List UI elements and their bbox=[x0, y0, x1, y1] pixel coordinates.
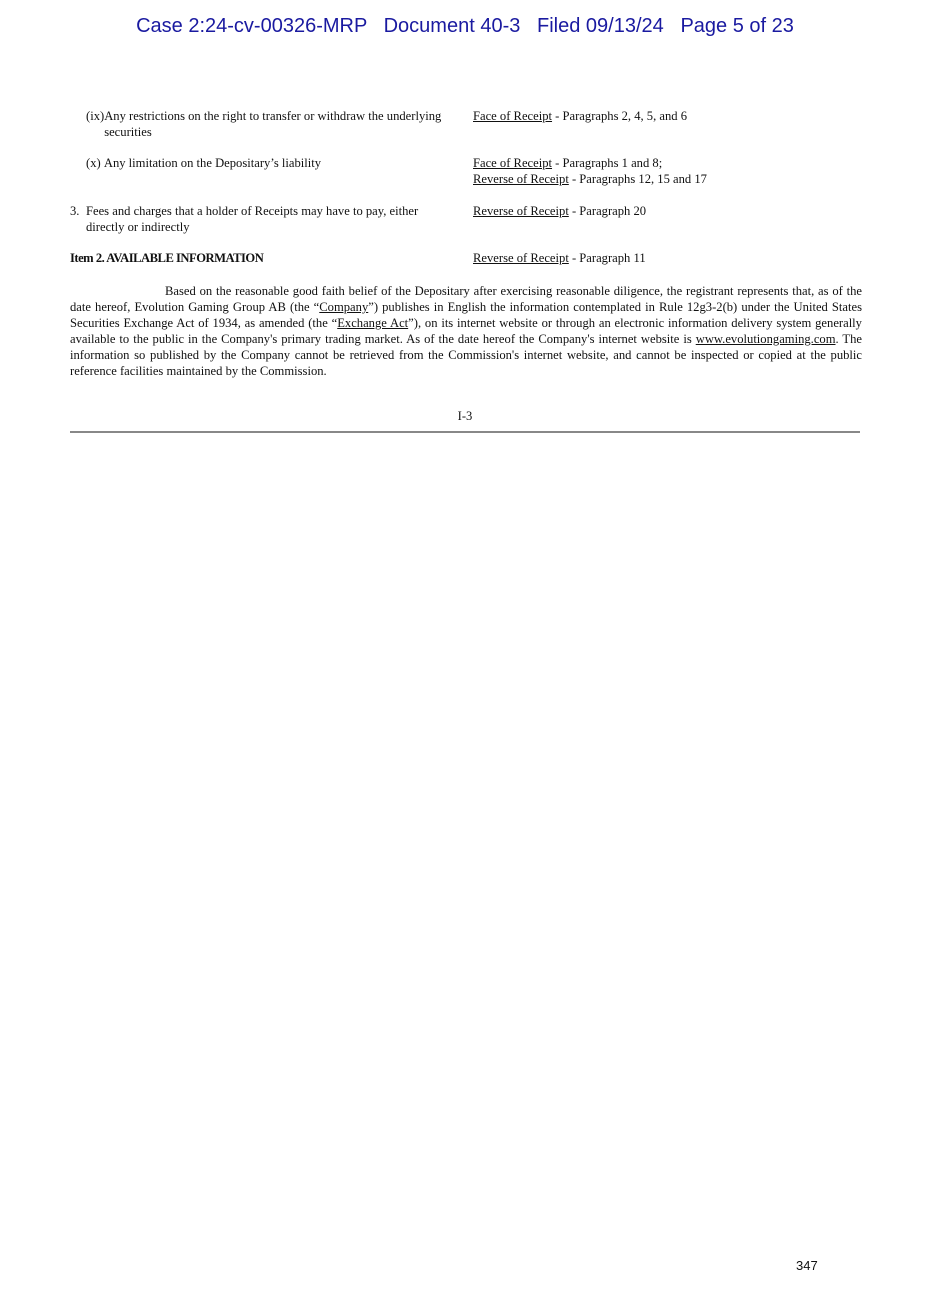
reverse-of-receipt-link[interactable]: Reverse of Receipt bbox=[473, 251, 569, 265]
item-ix-reference bbox=[473, 108, 873, 124]
available-information-paragraph bbox=[70, 283, 862, 379]
item-x-text: Any limitation on the Depositary’s liability bbox=[103, 156, 322, 170]
page-label: I-3 bbox=[457, 409, 473, 423]
reference-text: - Paragraph 20 bbox=[568, 204, 647, 218]
item-x bbox=[70, 155, 450, 171]
exchange-act-defined-term: Exchange Act bbox=[337, 316, 409, 330]
item-3 bbox=[70, 203, 450, 235]
item-2-reference bbox=[473, 250, 873, 266]
paragraph-text: Based on the reasonable good faith belief of the Depositary after exercising reasonable diligence, the registrant represents that, as of the date hereof, Evolution Gaming Group AB (the “ bbox=[70, 284, 862, 314]
item-ix-marker: (ix) bbox=[86, 109, 105, 123]
bates-number: 347 bbox=[796, 1258, 818, 1273]
case-header: Case 2:24-cv-00326-MRP Document 40-3 Filed 09/13/24 Page 5 of 23 bbox=[136, 15, 794, 37]
item-x-marker: (x) bbox=[86, 156, 104, 170]
item-3-reference bbox=[473, 203, 873, 219]
item-2-heading: Item 2. AVAILABLE INFORMATION bbox=[70, 251, 264, 265]
reference-text: - Paragraph 11 bbox=[568, 251, 646, 265]
website-link[interactable]: www.evolutiongaming.com bbox=[695, 332, 836, 346]
reverse-of-receipt-link[interactable]: Reverse of Receipt bbox=[473, 204, 569, 218]
paragraph-text: ”), on its internet website or through an electronic information delivery system generally available to the public in the Company's primary trading market. As of the date hereof the Company's internet website is bbox=[70, 316, 862, 346]
reference-text: - Paragraphs 2, 4, 5, and 6 bbox=[552, 109, 688, 123]
face-of-receipt-link[interactable]: Face of Receipt bbox=[473, 156, 553, 170]
item-ix-text: Any restrictions on the right to transfer or withdraw the underlying securities bbox=[104, 109, 442, 139]
item-x-reference bbox=[473, 155, 873, 187]
item-ix bbox=[70, 108, 450, 140]
paragraph-text: . The information so published by the Company cannot be retrieved from the Commission's internet website, and cannot be inspected or copied at the public reference facilities maintained by the Commission. bbox=[70, 332, 862, 378]
item-3-text: Fees and charges that a holder of Receipts may have to pay, either directly or indirectly bbox=[86, 204, 419, 234]
paragraph-text: ”) publishes in English the information contemplated in Rule 12g3-2(b) under the United States Securities Exchange Act of 1934, as amended (the “ bbox=[70, 300, 862, 330]
reference-text: - Paragraphs 12, 15 and 17 bbox=[568, 172, 707, 186]
reference-text: - Paragraphs 1 and 8; bbox=[552, 156, 663, 170]
reverse-of-receipt-link[interactable]: Reverse of Receipt bbox=[473, 172, 569, 186]
company-defined-term: Company bbox=[319, 300, 369, 314]
item-3-marker: 3. bbox=[70, 204, 80, 218]
face-of-receipt-link[interactable]: Face of Receipt bbox=[473, 109, 553, 123]
horizontal-rule bbox=[70, 431, 860, 433]
